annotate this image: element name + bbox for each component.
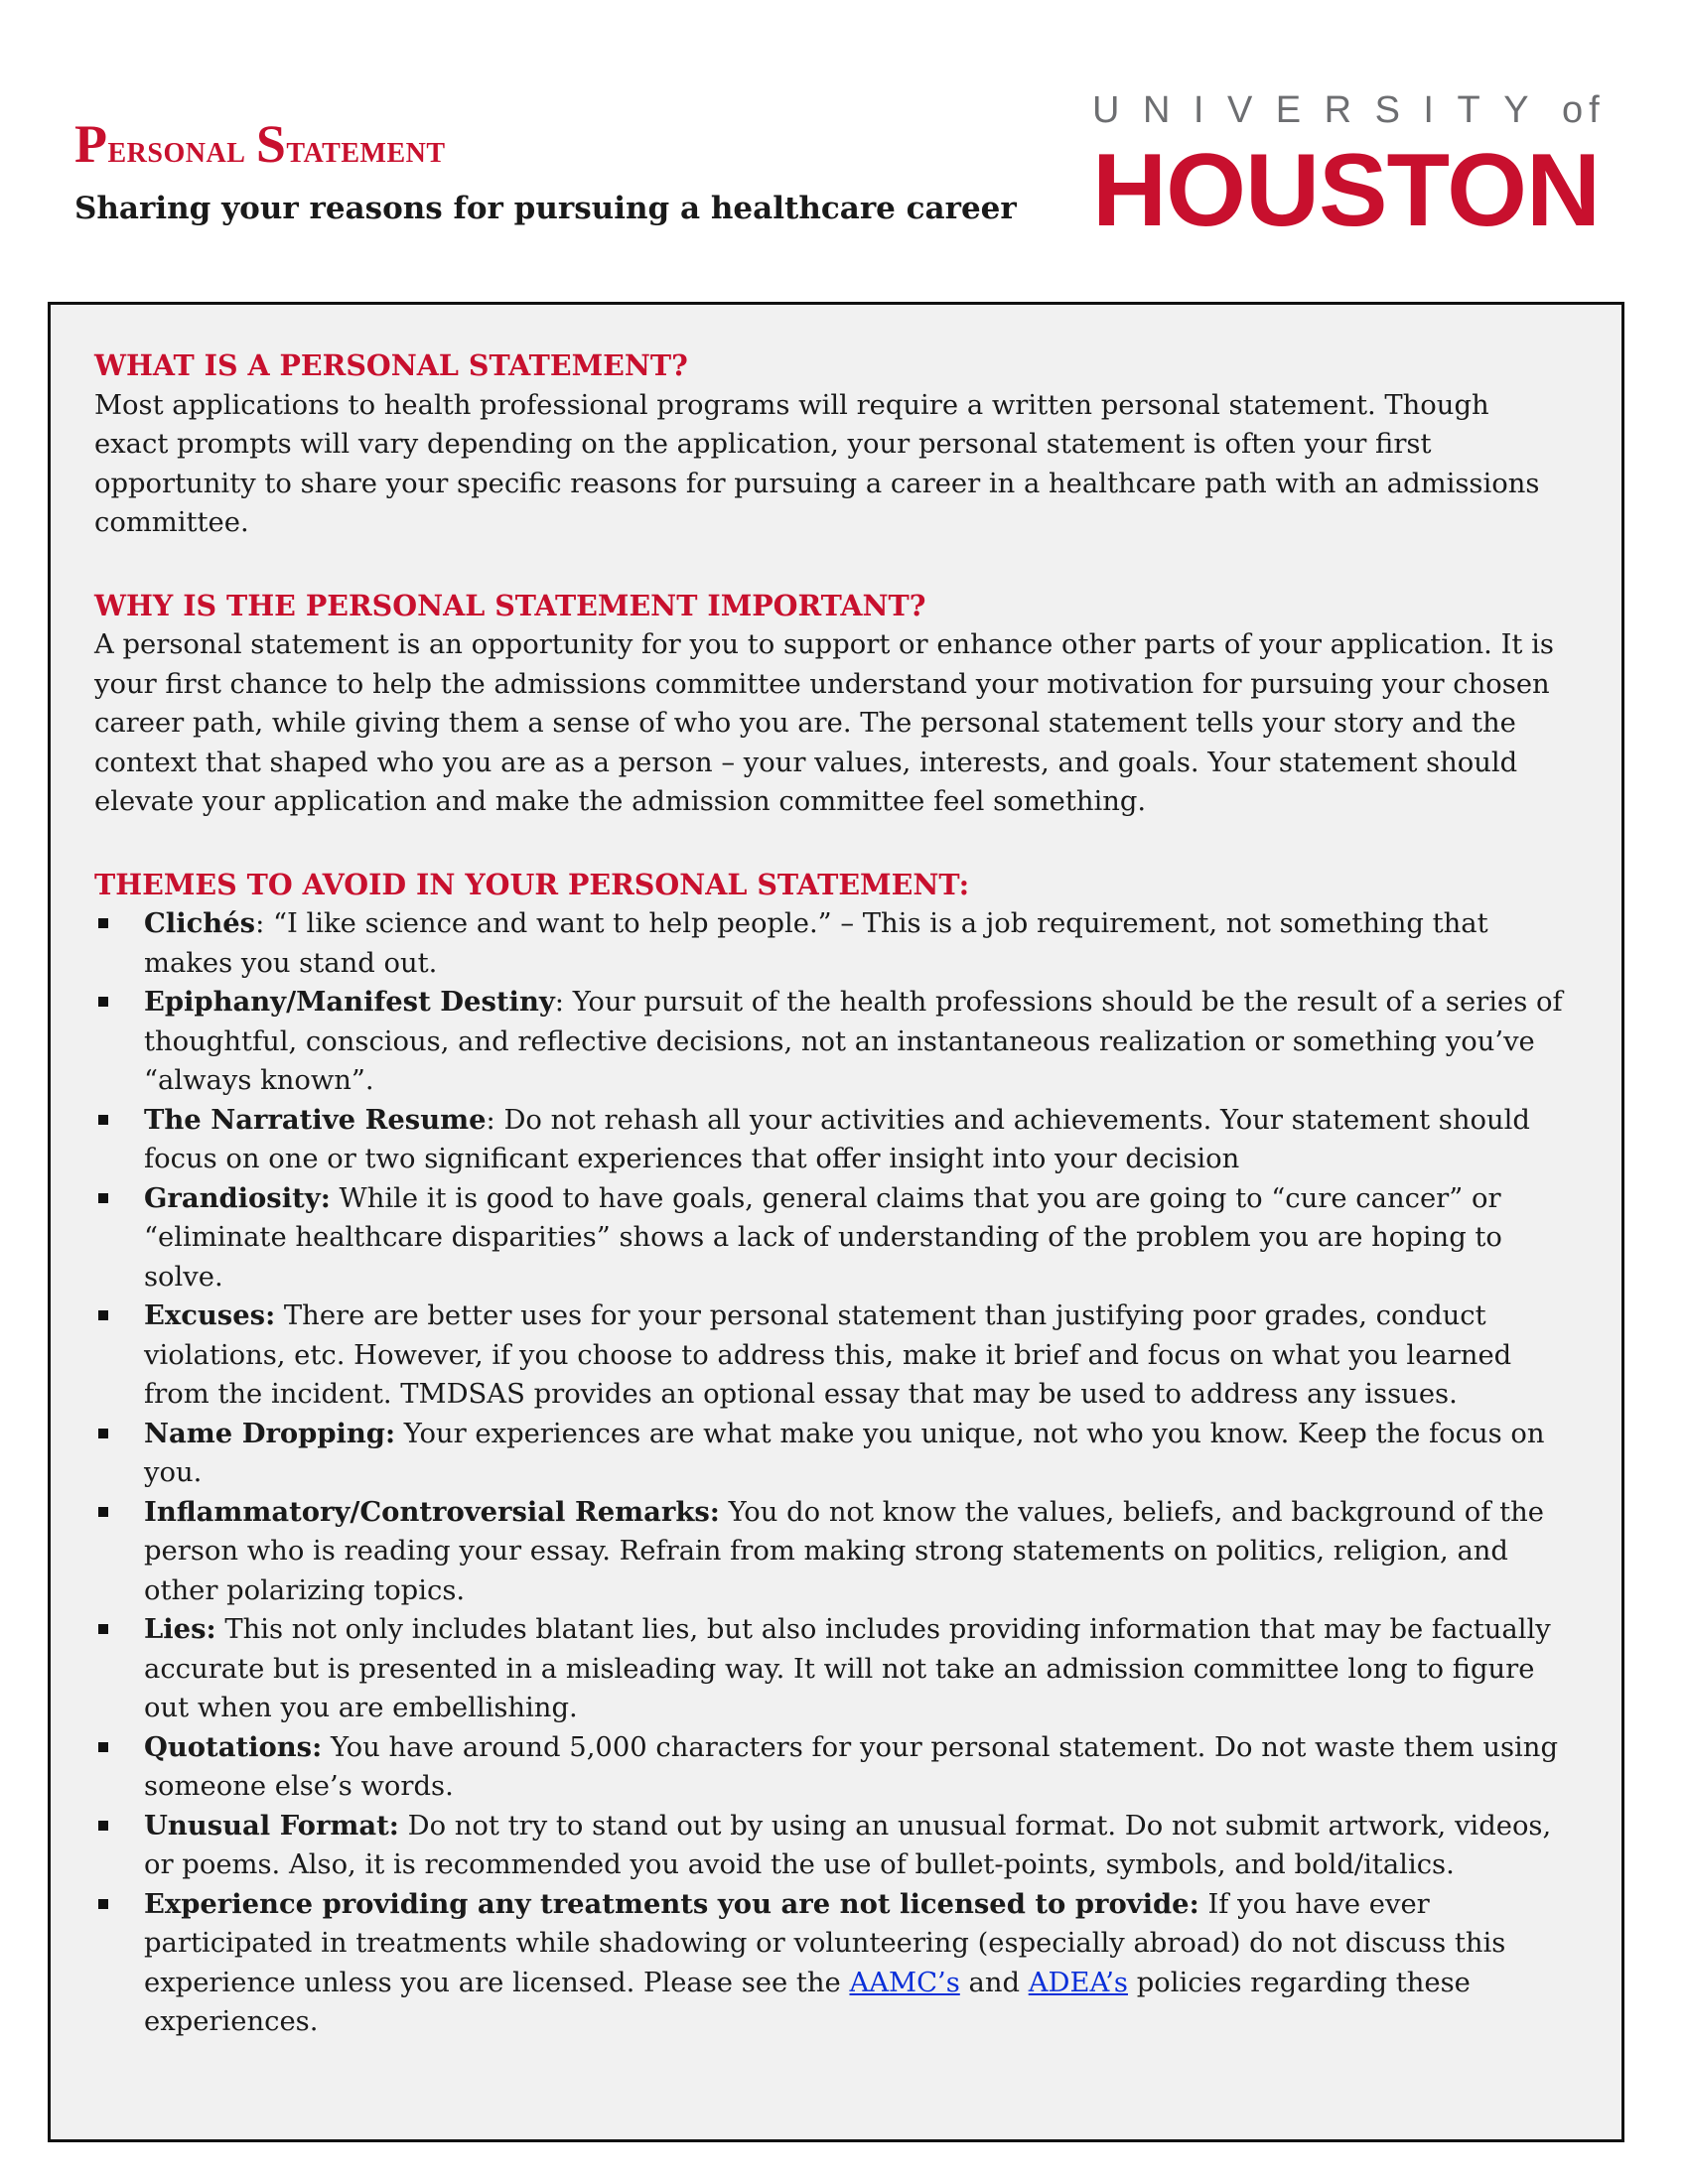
square-bullet-icon <box>98 997 108 1007</box>
theme-text: Do not rehash all your activities and achievements. Your statement should focus on one or two significant experiences that offer insight into your decision <box>144 1104 1530 1174</box>
section-heading-themes: THEMES TO AVOID IN YOUR PERSONAL STATEMENT: <box>94 867 970 901</box>
theme-text: You have around 5,000 characters for your personal statement. Do not waste them using someone else’s words. <box>144 1731 1558 1802</box>
theme-separator: : <box>486 1104 504 1136</box>
square-bullet-icon <box>98 1742 108 1752</box>
theme-term: Epiphany/Manifest Destiny <box>144 986 555 1018</box>
square-bullet-icon <box>98 1899 108 1909</box>
theme-separator <box>322 1732 331 1763</box>
logo-of-text: of <box>1562 89 1606 131</box>
theme-separator <box>331 1183 340 1214</box>
theme-text: This not only includes blatant lies, but also includes providing information that may be factually accurate but is presented in a misleading way. It will not take an admission committee long to figure out when you are embellishing. <box>144 1614 1551 1723</box>
square-bullet-icon <box>98 1115 108 1125</box>
square-bullet-icon <box>98 918 108 928</box>
theme-text: “I like science and want to help people.” – This is a job requirement, not something that makes you stand out. <box>144 908 1488 979</box>
theme-separator: : <box>255 908 273 939</box>
theme-text: There are better uses for your personal statement than justifying poor grades, conduct violations, etc. However, if you choose to address this, make it brief and focus on what you learned from the incident. TMDSAS provides an optional essay that may be used to address any issues. <box>144 1300 1512 1410</box>
theme-text: If you have ever participated in treatments while shadowing or volunteering (especially abroad) do not discuss this experience unless you are licensed. Please see the <box>144 1888 1506 1998</box>
title-initial-p: P <box>74 114 108 174</box>
theme-term: Grandiosity: <box>144 1181 331 1214</box>
list-item <box>94 1415 1566 1493</box>
theme-separator <box>399 1811 408 1842</box>
theme-separator <box>275 1300 284 1331</box>
page-title <box>74 114 446 174</box>
square-bullet-icon <box>98 1310 108 1320</box>
square-bullet-icon <box>98 1507 108 1517</box>
aamc-link[interactable]: AAMC’s <box>849 1967 960 1998</box>
title-part-personal: ersonal <box>107 126 256 171</box>
square-bullet-icon <box>98 1624 108 1634</box>
university-logo <box>1092 89 1623 248</box>
title-initial-s: S <box>255 114 287 174</box>
theme-term: Quotations: <box>144 1730 323 1763</box>
theme-text-and: and <box>959 1967 1029 1998</box>
list-item <box>94 1885 1566 2042</box>
list-item <box>94 1610 1566 1728</box>
theme-term: Unusual Format: <box>144 1809 399 1842</box>
section-heading-why: WHY IS THE PERSONAL STATEMENT IMPORTANT? <box>94 588 926 622</box>
logo-top-line <box>1092 91 1623 129</box>
list-item <box>94 1493 1566 1611</box>
list-item <box>94 1807 1566 1885</box>
theme-term: Experience providing any treatments you are not licensed to provide: <box>144 1887 1199 1920</box>
theme-text: Your pursuit of the health professions should be the result of a series of thoughtful, conscious, and reflective decisions, not an instantaneous realization or something you’ve “always known”. <box>144 987 1563 1096</box>
theme-term: Excuses: <box>144 1299 276 1331</box>
section-body-why: A personal statement is an opportunity for you to support or enhance other parts of your application. It is your first chance to help the admissions committee understand your motivation for pursuing your chosen career path, while giving them a sense of who you are. The personal statement tells your story and the context that shaped who you are as a person – your values, interests, and goals. Your statement should elevate your application and make the admission committee feel something. <box>94 629 1554 817</box>
theme-text: Do not try to stand out by using an unusual format. Do not submit artwork, videos, or poems. Also, it is recommended you avoid the use of bullet-points, symbols, and bold/italics. <box>144 1810 1552 1880</box>
theme-separator: : <box>554 987 573 1018</box>
page-subtitle: Sharing your reasons for pursuing a healthcare career <box>74 191 1017 226</box>
list-item <box>94 1101 1566 1179</box>
theme-text-after: policies regarding these experiences. <box>144 1967 1471 2037</box>
theme-separator <box>395 1419 404 1449</box>
list-item <box>94 1179 1566 1297</box>
logo-houston-text: HOUSTON <box>1092 133 1601 248</box>
theme-text: You do not know the values, beliefs, and background of the person who is reading your essay. Refrain from making strong statements on politics, religion, and other polarizing topics. <box>144 1496 1544 1606</box>
theme-separator <box>720 1497 729 1528</box>
adea-link[interactable]: ADEA’s <box>1028 1967 1128 1998</box>
square-bullet-icon <box>98 1193 108 1203</box>
title-part-statement: tatement <box>286 126 446 171</box>
theme-term: The Narrative Resume <box>144 1103 487 1136</box>
theme-term: Lies: <box>144 1613 216 1645</box>
logo-university-text: UNIVERSITY <box>1092 89 1553 131</box>
theme-term: Clichés <box>144 907 256 939</box>
square-bullet-icon <box>98 1429 108 1438</box>
themes-list <box>94 904 1566 2042</box>
section-body-what: Most applications to health professional programs will require a written personal statement. Though exact prompts will vary depending on the application, your personal statement is often your first opportunity to share your specific reasons for pursuing a career in a healthcare path with an admissions committee. <box>94 389 1540 538</box>
list-item <box>94 904 1566 983</box>
list-item <box>94 1728 1566 1807</box>
section-heading-what: WHAT IS A PERSONAL STATEMENT? <box>94 348 688 382</box>
theme-term: Inflammatory/Controversial Remarks: <box>144 1495 720 1528</box>
theme-text: Your experiences are what make you unique, not who you know. Keep the focus on you. <box>144 1418 1545 1488</box>
content-box <box>48 302 1624 2142</box>
square-bullet-icon <box>98 1821 108 1831</box>
list-item <box>94 983 1566 1101</box>
theme-text: While it is good to have goals, general claims that you are going to “cure cancer” or “eliminate healthcare disparities” shows a lack of understanding of the problem you are hoping to solve. <box>144 1182 1502 1293</box>
theme-term: Name Dropping: <box>144 1417 396 1449</box>
list-item <box>94 1297 1566 1415</box>
